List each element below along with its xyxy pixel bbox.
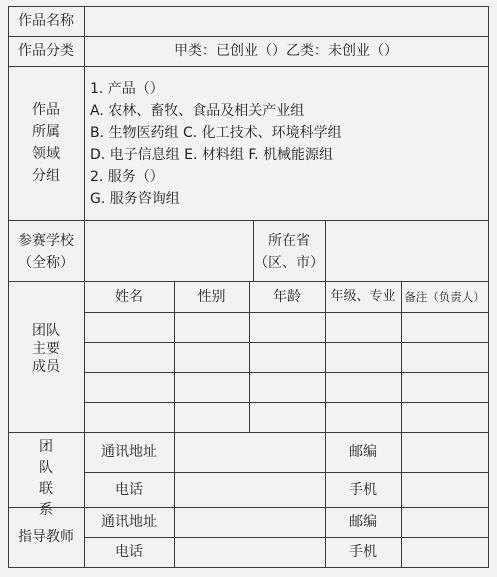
- work-category-label: 作品分类: [18, 43, 74, 59]
- column-header-grade-major: 年级、专业: [330, 289, 396, 304]
- column-header-remarks: 备注（负责人）: [404, 290, 485, 304]
- column-header-gender: 性别: [197, 289, 226, 305]
- work-name-field[interactable]: [86, 8, 487, 35]
- row-divider: [84, 402, 489, 403]
- advisor-label: 指导教师: [18, 529, 74, 545]
- field-line: 1. 产品（）: [90, 81, 164, 97]
- work-field-label: 作品 所属 领域 分组: [32, 102, 60, 184]
- row-divider: [84, 472, 489, 473]
- column-header-name: 姓名: [115, 289, 143, 305]
- team-members-label: 团队 主要 成员: [32, 323, 60, 375]
- school-label: 参赛学校 （全称）: [18, 233, 74, 271]
- column-divider: [325, 220, 326, 282]
- work-field-options[interactable]: [90, 78, 342, 210]
- field-line: B. 生物医药组 C. 化工技术、环境科学组: [90, 125, 342, 141]
- row-divider: [84, 537, 489, 538]
- work-category-options[interactable]: 甲类：已创业（）乙类：未创业（）: [174, 43, 398, 59]
- row-divider: [8, 220, 489, 221]
- advisor-phone-label: 电话: [115, 544, 143, 560]
- province-label: 所在省 （区、市）: [254, 233, 324, 271]
- column-divider: [401, 432, 402, 568]
- province-field[interactable]: [327, 222, 487, 280]
- table-border-top: [8, 6, 489, 7]
- work-name-label: 作品名称: [18, 13, 74, 29]
- row-divider: [84, 342, 489, 343]
- row-divider: [84, 312, 489, 313]
- school-field[interactable]: [86, 222, 252, 280]
- field-line: 2. 服务（）: [90, 169, 164, 185]
- row-divider: [8, 36, 489, 37]
- table-border-bottom: [8, 567, 489, 568]
- team-postcode-label: 邮编: [349, 444, 377, 460]
- advisor-mobile-label: 手机: [349, 544, 377, 560]
- team-address-label: 通讯地址: [101, 444, 157, 460]
- team-contact-label: 团 队 联 系: [39, 439, 53, 518]
- row-divider: [84, 372, 489, 373]
- column-divider: [174, 432, 175, 568]
- row-divider: [8, 66, 489, 67]
- field-line: A. 农林、畜牧、食品及相关产业组: [90, 103, 305, 119]
- column-header-age: 年龄: [273, 289, 301, 305]
- advisor-postcode-label: 邮编: [349, 514, 377, 530]
- table-border-right: [488, 6, 489, 568]
- field-line: D. 电子信息组 E. 材料组 F. 机械能源组: [90, 147, 334, 163]
- team-phone-label: 电话: [115, 482, 143, 498]
- team-mobile-label: 手机: [349, 482, 377, 498]
- advisor-address-label: 通讯地址: [101, 514, 157, 530]
- field-line: G. 服务咨询组: [90, 191, 180, 207]
